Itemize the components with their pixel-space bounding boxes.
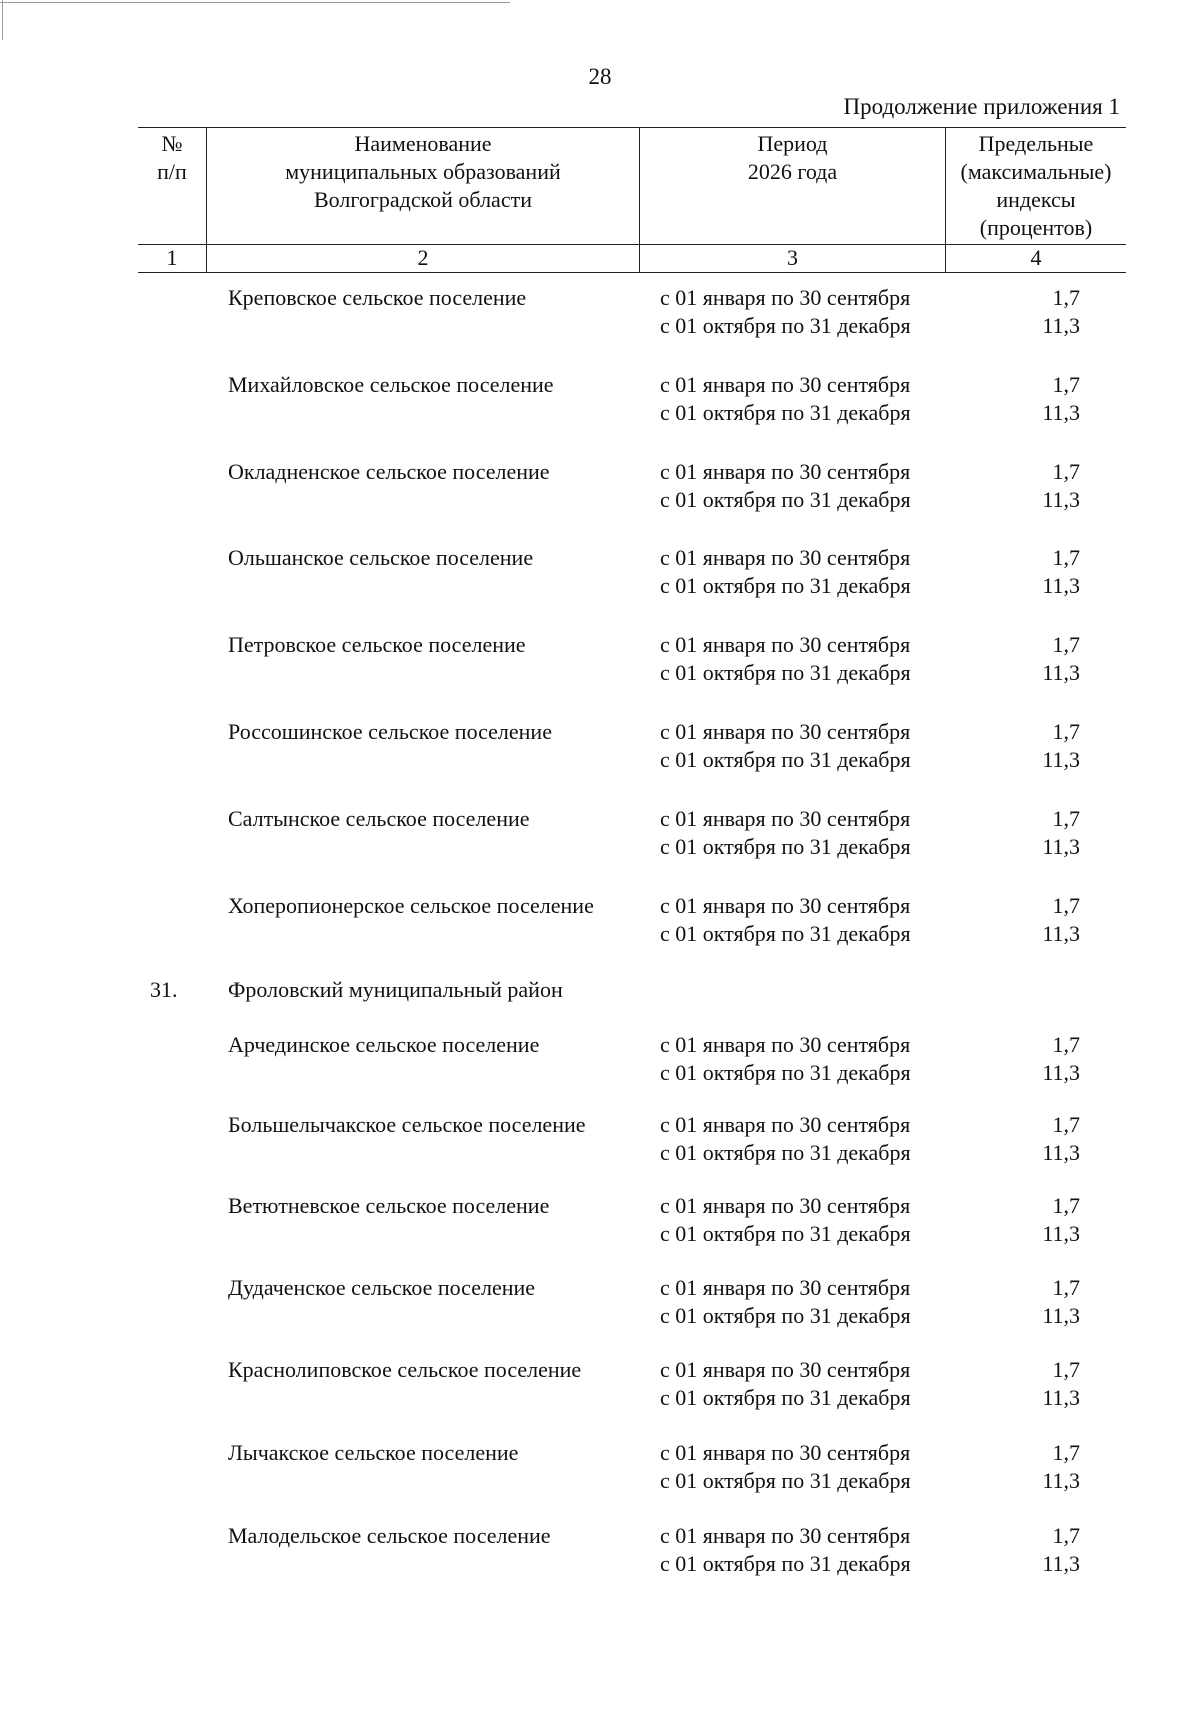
settlement-name: Салтынское сельское поселение [228, 806, 530, 831]
index-value: 11,3 [1042, 573, 1080, 598]
index-value: 11,3 [1042, 747, 1080, 772]
period-text: с 01 января по 30 сентября [660, 1357, 911, 1382]
index-value: 11,3 [1042, 487, 1080, 512]
index-value: 1,7 [1052, 545, 1080, 570]
index-value: 11,3 [1042, 1385, 1080, 1410]
settlement-name: Дудаченское сельское поселение [228, 1275, 536, 1300]
district-name: Фроловский муниципальный район [228, 977, 563, 1002]
header-text: муниципальных образований [285, 159, 561, 184]
header-text: Предельные [978, 131, 1094, 156]
period-text: с 01 января по 30 сентября [660, 1523, 911, 1548]
index-value: 1,7 [1052, 459, 1080, 484]
page-number: 28 [588, 64, 612, 89]
index-value: 11,3 [1042, 921, 1080, 946]
appendix-note: Продолжение приложения 1 [843, 94, 1120, 119]
period-text: с 01 января по 30 сентября [660, 893, 911, 918]
header-text: Наименование [354, 131, 492, 156]
period-text: с 01 января по 30 сентября [660, 372, 911, 397]
index-value: 1,7 [1052, 372, 1080, 397]
index-value: 11,3 [1042, 1551, 1080, 1576]
settlement-name: Креповское сельское поселение [228, 285, 527, 310]
index-value: 11,3 [1042, 1140, 1080, 1165]
period-text: с 01 января по 30 сентября [660, 1193, 911, 1218]
settlement-name: Петровское сельское поселение [228, 632, 526, 657]
header-text: Период [757, 131, 828, 156]
index-value: 1,7 [1052, 1275, 1080, 1300]
settlement-name: Хоперопионерское сельское поселение [228, 893, 594, 918]
settlement-name: Ветютневское сельское поселение [228, 1193, 550, 1218]
period-text: с 01 октября по 31 декабря [660, 834, 911, 859]
index-value: 11,3 [1042, 834, 1080, 859]
settlement-name: Россошинское сельское поселение [228, 719, 552, 744]
period-text: с 01 октября по 31 декабря [660, 1060, 911, 1085]
index-value: 11,3 [1042, 1221, 1080, 1246]
index-value: 1,7 [1052, 1440, 1080, 1465]
settlement-name: Михайловское сельское поселение [228, 372, 554, 397]
settlement-name: Краснолиповское сельское поселение [228, 1357, 582, 1382]
period-text: с 01 октября по 31 декабря [660, 1221, 911, 1246]
period-text: с 01 января по 30 сентября [660, 632, 911, 657]
index-value: 11,3 [1042, 660, 1080, 685]
period-text: с 01 октября по 31 декабря [660, 1385, 911, 1410]
district-number: 31. [150, 977, 178, 1002]
index-value: 1,7 [1052, 1032, 1080, 1057]
column-number: 3 [640, 245, 946, 273]
header-text: (максимальные) [960, 159, 1112, 184]
period-text: с 01 октября по 31 декабря [660, 660, 911, 685]
index-value: 1,7 [1052, 1357, 1080, 1382]
header-text: 2026 года [747, 159, 838, 184]
period-text: с 01 октября по 31 декабря [660, 400, 911, 425]
settlement-name: Окладненское сельское поселение [228, 459, 550, 484]
period-text: с 01 января по 30 сентября [660, 806, 911, 831]
column-number: 2 [207, 245, 640, 273]
period-text: с 01 октября по 31 декабря [660, 747, 911, 772]
period-text: с 01 января по 30 сентября [660, 459, 911, 484]
settlement-name: Малодельское сельское поселение [228, 1523, 551, 1548]
index-value: 11,3 [1042, 1060, 1080, 1085]
header-text: Волгоградской области [314, 187, 532, 212]
period-text: с 01 января по 30 сентября [660, 545, 911, 570]
index-value: 1,7 [1052, 719, 1080, 744]
period-text: с 01 января по 30 сентября [660, 1440, 911, 1465]
period-text: с 01 октября по 31 декабря [660, 1303, 911, 1328]
period-text: с 01 октября по 31 декабря [660, 487, 911, 512]
column-number: 4 [946, 245, 1127, 273]
index-value: 11,3 [1042, 1468, 1080, 1493]
index-value: 1,7 [1052, 1112, 1080, 1137]
index-value: 1,7 [1052, 632, 1080, 657]
period-text: с 01 января по 30 сентября [660, 285, 911, 310]
column-number: 1 [138, 245, 207, 273]
index-value: 11,3 [1042, 313, 1080, 338]
period-text: с 01 января по 30 сентября [660, 719, 911, 744]
header-text: № [161, 131, 183, 156]
index-value: 1,7 [1052, 1193, 1080, 1218]
header-text: п/п [157, 159, 187, 184]
period-text: с 01 октября по 31 декабря [660, 313, 911, 338]
settlement-name: Ольшанское сельское поселение [228, 545, 534, 570]
index-value: 11,3 [1042, 1303, 1080, 1328]
index-value: 1,7 [1052, 893, 1080, 918]
period-text: с 01 октября по 31 декабря [660, 1551, 911, 1576]
header-text: (процентов) [979, 215, 1093, 240]
index-value: 1,7 [1052, 1523, 1080, 1548]
period-text: с 01 октября по 31 декабря [660, 921, 911, 946]
period-text: с 01 января по 30 сентября [660, 1032, 911, 1057]
period-text: с 01 октября по 31 декабря [660, 1140, 911, 1165]
index-value: 1,7 [1052, 285, 1080, 310]
settlement-name: Арчединское сельское поселение [228, 1032, 540, 1057]
period-text: с 01 января по 30 сентября [660, 1275, 911, 1300]
settlement-name: Лычакское сельское поселение [228, 1440, 519, 1465]
index-value: 11,3 [1042, 400, 1080, 425]
period-text: с 01 октября по 31 декабря [660, 573, 911, 598]
settlement-name: Большелычакское сельское поселение [228, 1112, 586, 1137]
index-value: 1,7 [1052, 806, 1080, 831]
period-text: с 01 января по 30 сентября [660, 1112, 911, 1137]
header-text: индексы [996, 187, 1076, 212]
period-text: с 01 октября по 31 декабря [660, 1468, 911, 1493]
